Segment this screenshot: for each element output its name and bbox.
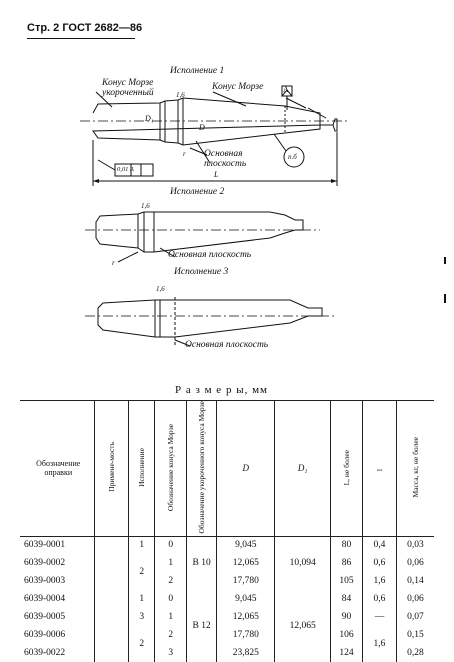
col-L: L, не более — [330, 401, 362, 537]
roughness-label-3: 1,6 — [156, 285, 165, 293]
col-designation: Обозначение оправки — [36, 459, 81, 478]
sizes-title: Р а з м е р ы, мм — [175, 384, 269, 396]
table-row: 6039-0003 2 17,780 105 1,6 0,14 — [20, 572, 434, 590]
base-plane-label-1: Основная плоскость — [204, 149, 247, 169]
variant-3-label: Исполнение 3 — [174, 267, 229, 277]
variant-2-label: Исполнение 2 — [170, 187, 225, 197]
col-applicability: Примене-мость — [95, 401, 129, 537]
mandrel-2-outline — [96, 212, 303, 252]
table-row: 6039-0022 3 23,825 124 0,28 — [20, 644, 434, 662]
base-plane-label-2: Основная плоскость — [168, 250, 252, 260]
dimensions-table — [20, 400, 434, 662]
d1-label: D₁ — [145, 114, 154, 123]
cone-morse-label: Конус Морзе — [212, 82, 264, 92]
page-header: Стр. 2 ГОСТ 2682—86 — [27, 22, 143, 34]
tolerance-label: 0,01 A — [117, 166, 134, 173]
table-row: 6039-0006 2 2 17,780 106 1,6 0,15 — [20, 626, 434, 644]
base-plane-label-3: Основная плоскость — [185, 340, 269, 350]
table-row: 6039-0001 1 0 B 10 9,045 10,094 80 0,4 0,03 — [20, 536, 434, 554]
col-cone: Обозначение конуса Морзе — [155, 401, 187, 537]
length-label: L — [214, 170, 219, 179]
col-mass: Масса, кг, не более — [396, 401, 434, 537]
col-short-cone: Обозначение укороченного конуса Морзе — [187, 401, 217, 537]
r-label: r — [183, 150, 186, 158]
pb-label: п.б — [288, 153, 297, 161]
variant-1-label: Исполнение 1 — [170, 66, 225, 76]
roughness-label-2: 1,6 — [141, 202, 150, 210]
roughness-label: 1,6 — [176, 91, 185, 99]
table-row: 6039-0002 2 1 12,065 86 0,6 0,06 — [20, 554, 434, 572]
col-variant: Исполнение — [129, 401, 155, 537]
col-D1: D₁ — [275, 401, 330, 537]
cone-short-label: Конус Морзе укороченный — [102, 78, 154, 98]
mandrel-3-outline — [98, 300, 322, 337]
r-label-2: r — [112, 259, 115, 267]
datum-a-label: A — [283, 85, 289, 94]
col-l: l — [363, 401, 397, 537]
d-label: D — [199, 123, 205, 132]
col-D: D — [217, 401, 275, 537]
table-row: 6039-0004 1 0 B 12 9,045 12,065 84 0,6 0,06 — [20, 590, 434, 608]
table-row: 6039-0005 3 1 12,065 90 — 0,07 — [20, 608, 434, 626]
